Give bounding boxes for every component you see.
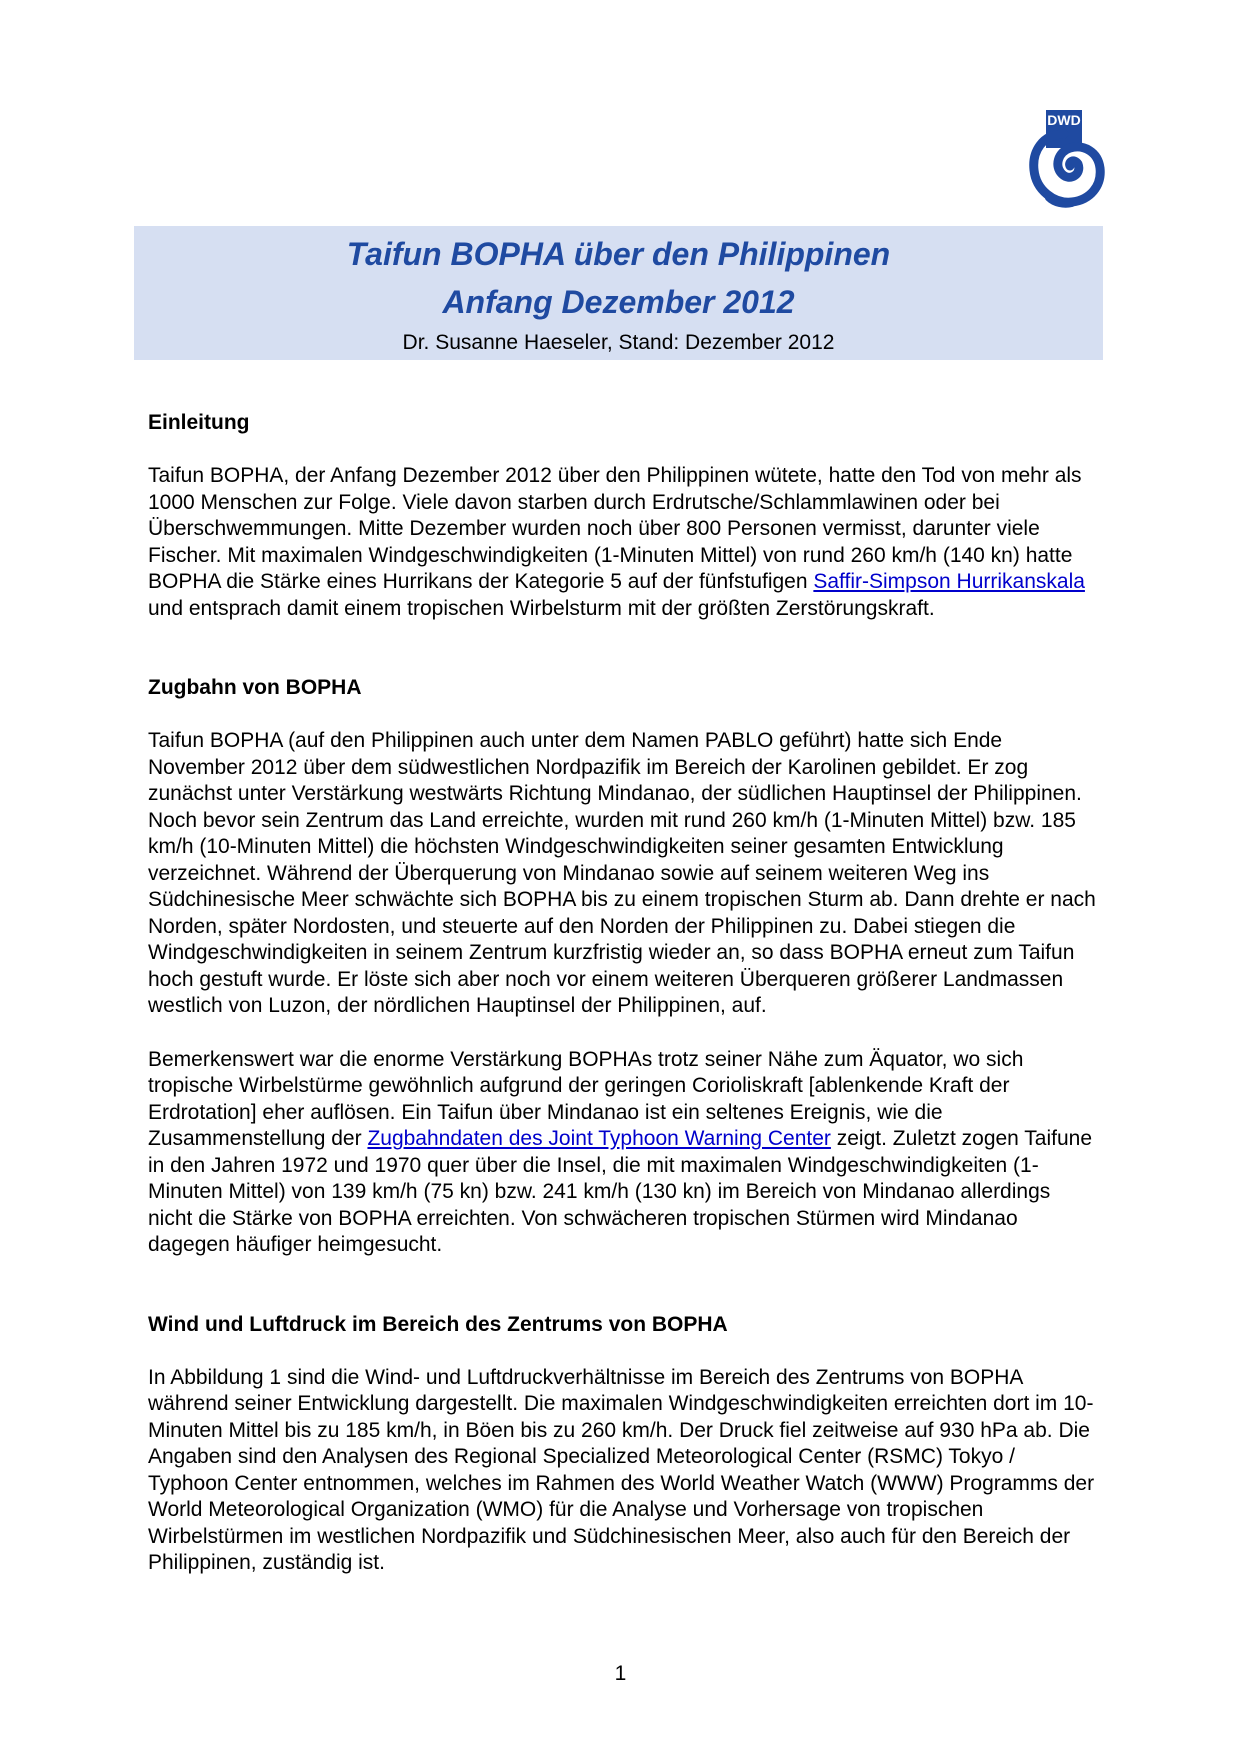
- heading-wind-luftdruck: Wind und Luftdruck im Bereich des Zentrums von BOPHA: [148, 1312, 728, 1336]
- author-line: Dr. Susanne Haeseler, Stand: Dezember 2012: [402, 331, 835, 354]
- paragraph-zugbahn-1: Taifun BOPHA (auf den Philippinen auch unter dem Namen PABLO geführt) hatte sich Ende November 2012 über dem südwestlichen Nordpazifik im Bereich der Karolinen gebildet. Er zog zunächst unter Verstärkung westwärts Richtung Mindanao, der südlichen Hauptinsel der Philippinen. Noch bevor sein Zentrum das Land erreichte, wurden mit rund 260 km/h (1-Minuten Mittel) bzw. 185 km/h (10-Minuten Mittel) die höchsten Windgeschwindigkeiten seiner gesamten Entwicklung verzeichnet. Während der Überquerung von Mindanao sowie auf seinem weiteren Weg ins Südchinesische Meer schwächte sich BOPHA bis zu einem tropischen Sturm ab. Dann drehte er nach Norden, später Nordosten, und steuerte auf den Norden der Philippinen zu. Dabei stiegen die Windgeschwindigkeiten in seinem Zentrum kurzfristig wieder an, so dass BOPHA erneut zum Taifun hoch gestuft wurde. Er löste sich aber noch vor einem weiteren Überqueren größerer Landmassen westlich von Luzon, der nördlichen Hauptinsel der Philippinen, auf.: [148, 729, 1096, 1017]
- paragraph-einleitung-text-1: Taifun BOPHA, der Anfang Dezember 2012 über den Philippinen wütete, hatte den Tod von mehr als 1000 Menschen zur Folge. Viele davon starben durch Erdrutsche/Schlammlawinen oder bei Überschwemmungen. Mitte Dezember wurden noch über 800 Personen vermisst, darunter viele Fischer. Mit maximalen Windgeschwindigkeiten (1-Minuten Mittel) von rund 260 km/h (140 kn) hatte BOPHA die Stärke eines Hurrikans der Kategorie 5 auf der fünfstufigen: [148, 464, 1082, 593]
- document-title-line-1: Taifun BOPHA über den Philippinen: [346, 236, 891, 272]
- paragraph-zugbahn-2-text-1: Bemerkenswert war die enorme Verstärkung BOPHAs trotz seiner Nähe zum Äquator, wo sich tropische Wirbelstürme gewöhnlich aufgrund der geringen Corioliskraft [ablenkende Kraft der Erdrotation] eher auflösen. Ein Taifun über Mindanao ist ein seltenes Ereignis, wie die Zusammenstellung der: [148, 1047, 1024, 1150]
- link-jtwc-track-data[interactable]: Zugbahndaten des Joint Typhoon Warning Center: [367, 1127, 831, 1150]
- paragraph-zugbahn-2: [148, 1047, 1098, 1259]
- logo-text: DWD: [1047, 112, 1081, 128]
- document-body: [148, 410, 1098, 1577]
- page-number: 1: [614, 1662, 627, 1685]
- paragraph-wind-luftdruck: In Abbildung 1 sind die Wind- und Luftdruckverhältnisse im Bereich des Zentrums von BOPHA während seiner Entwicklung dargestellt. Die maximalen Windgeschwindigkeiten erreichten dort im 10-Minuten Mittel bis zu 185 km/h, in Böen bis zu 260 km/h. Der Druck fiel zeitweise auf 930 hPa ab. Die Angaben sind den Analysen des Regional Specialized Meteorological Center (RSMC) Tokyo / Typhoon Center entnommen, welches im Rahmen des World Weather Watch (WWW) Programms der World Meteorological Organization (WMO) für die Analyse und Vorhersage von tropischen Wirbelstürmen im westlichen Nordpazifik und Südchinesischen Meer, also auch für den Bereich der Philippinen, zuständig ist.: [148, 1365, 1095, 1574]
- dwd-logo-icon: [1024, 108, 1106, 208]
- title-box: [134, 226, 1103, 360]
- paragraph-einleitung: [148, 463, 1098, 622]
- paragraph-zugbahn-2-text-2: zeigt. Zuletzt zogen Taifune in den Jahren 1972 und 1970 quer über die Insel, die mit maximalen Windgeschwindigkeiten (1-Minuten Mittel) von 139 km/h (75 kn) bzw. 241 km/h (130 kn) im Bereich von Mindanao allerdings nicht die Stärke von BOPHA erreichten. Von schwächeren tropischen Stürmen wird Mindanao dagegen häufiger heimgesucht.: [148, 1127, 1093, 1256]
- link-saffir-simpson[interactable]: Saffir-Simpson Hurrikanskala: [813, 570, 1085, 593]
- document-title-line-2: Anfang Dezember 2012: [442, 284, 795, 320]
- paragraph-einleitung-text-2: und entsprach damit einem tropischen Wirbelsturm mit der größten Zerstörungskraft.: [148, 596, 935, 620]
- heading-einleitung: Einleitung: [148, 411, 250, 434]
- heading-zugbahn: Zugbahn von BOPHA: [148, 676, 362, 699]
